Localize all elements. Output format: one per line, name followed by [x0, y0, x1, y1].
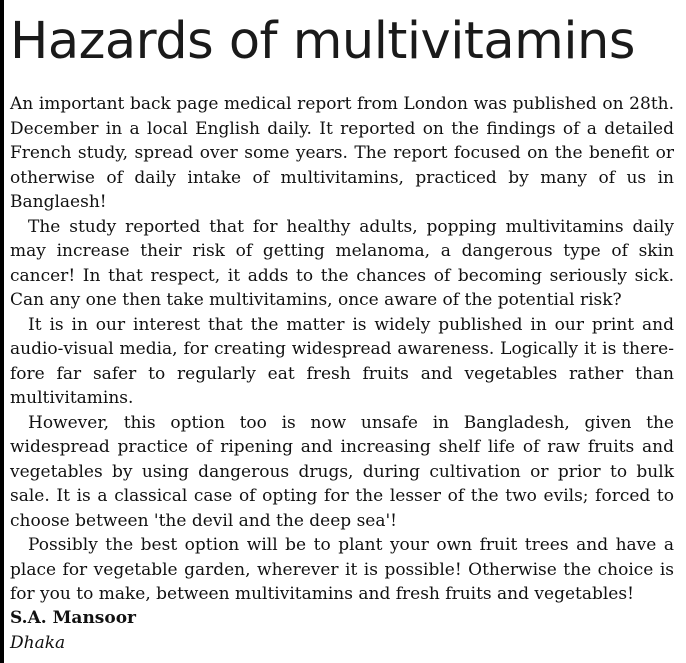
- headline: Hazards of multivitamins: [10, 12, 635, 71]
- paragraph-5: Possibly the best option will be to plant your own fruit trees and have a place for vegetable garden, wherever it is possible! Otherwise the choice is for you to make, between multivitamins and fresh fruits and vegetables!: [10, 535, 674, 604]
- column-rule: [0, 0, 4, 663]
- paragraph-1: An important back page medical report from London was published on 28th. December in a local English daily. It reported on the findings of a detailed French study, spread over some years. The report focused on the benefit or otherwise of daily intake of multivitamins, practiced by many of us in Banglaesh!: [10, 94, 674, 212]
- paragraph-4: However, this option too is now unsafe in Bangladesh, given the widespread practice of ripening and increasing shelf life of raw fruits and vegetables by using dangerous drugs, during cultivation or prior to bulk sale. It is a classical case of opting for the lesser of the two evils; forced to choose between 'the devil and the deep sea'!: [10, 412, 674, 531]
- paragraph-3: It is in our interest that the matter is widely published in our print and audio-visual media, for creating widespread awareness. Logically it is therefore far safer to regularly eat fresh fruits and vegetables rather than multivitamins.: [10, 314, 674, 408]
- paragraph-2: The study reported that for healthy adults, popping multivitamins daily may increase their risk of getting melanoma, a dangerous type of skin cancer! In that respect, it adds to the chances of becoming seriously sick. Can any one then take multivitamins, once aware of the potential risk?: [10, 216, 674, 310]
- author-name: S.A. Mansoor: [10, 608, 137, 628]
- author-location: Dhaka: [10, 632, 66, 653]
- signature-block: [10, 606, 136, 655]
- article-body: [10, 92, 674, 607]
